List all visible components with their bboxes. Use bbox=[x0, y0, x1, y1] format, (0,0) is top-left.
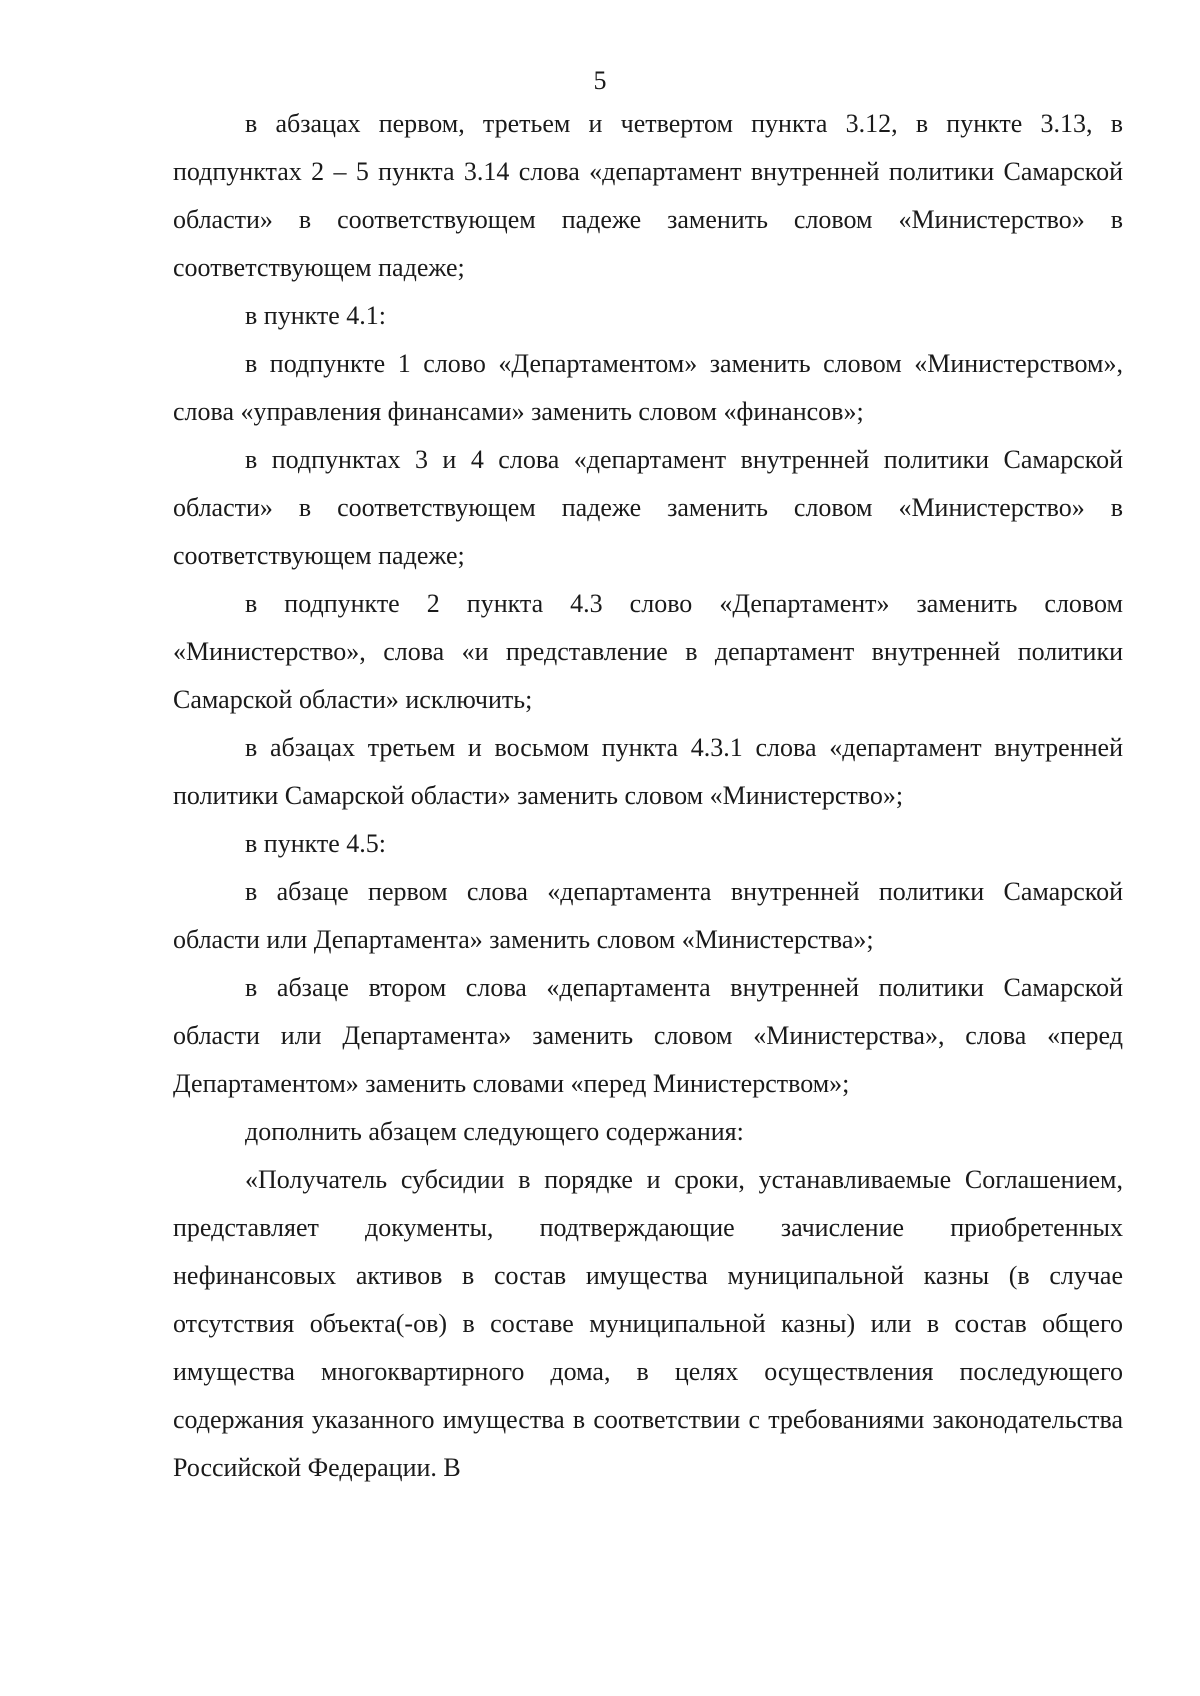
paragraph-7: в пункте 4.5: bbox=[245, 829, 387, 858]
paragraph-9: в абзаце втором слова «департамента внутренней политики Самарской области или Департамента» заменить словом «Министерства», слова «перед Департаментом» заменить словами «перед Министерством»; bbox=[173, 973, 1123, 1098]
document-body bbox=[173, 100, 1123, 1492]
paragraph-3: в подпункте 1 слово «Департаментом» заменить словом «Министерством», слова «управления финансами» заменить словом «финансов»; bbox=[173, 349, 1123, 426]
paragraph-6: в абзацах третьем и восьмом пункта 4.3.1 слова «департамент внутренней политики Самарской области» заменить словом «Министерство»; bbox=[173, 733, 1123, 810]
paragraph-10: дополнить абзацем следующего содержания: bbox=[245, 1117, 744, 1146]
paragraph-4: в подпунктах 3 и 4 слова «департамент внутренней политики Самарской области» в соответствующем падеже заменить словом «Министерство» в соответствующем падеже; bbox=[173, 445, 1123, 570]
paragraph-1: в абзацах первом, третьем и четвертом пункта 3.12, в пункте 3.13, в подпунктах 2 – 5 пункта 3.14 слова «департамент внутренней политики Самарской области» в соответствующем падеже заменить словом «Министерство» в соответствующем падеже; bbox=[173, 109, 1123, 282]
paragraph-5: в подпункте 2 пункта 4.3 слово «Департамент» заменить словом «Министерство», слова «и представление в департамент внутренней политики Самарской области» исключить; bbox=[173, 589, 1123, 714]
paragraph-11: «Получатель субсидии в порядке и сроки, устанавливаемые Соглашением, представляет документы, подтверждающие зачисление приобретенных нефинансовых активов в состав имущества муниципальной казны (в случае отсутствия объекта(-ов) в составе муниципальной казны) или в состав общего имущества многоквартирного дома, в целях осуществления последующего содержания указанного имущества в соответствии с требованиями законодательства Российской Федерации. В bbox=[173, 1165, 1123, 1482]
paragraph-8: в абзаце первом слова «департамента внутренней политики Самарской области или Департамента» заменить словом «Министерства»; bbox=[173, 877, 1123, 954]
paragraph-2: в пункте 4.1: bbox=[245, 301, 387, 330]
page-number: 5 bbox=[593, 66, 607, 95]
